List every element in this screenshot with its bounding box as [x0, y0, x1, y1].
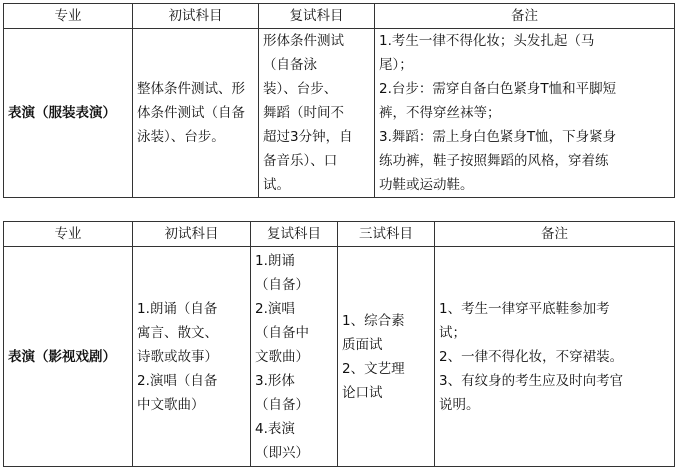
- retest-line: （自备泳: [263, 57, 317, 73]
- major-cell: 表演（服装表演）: [4, 29, 133, 198]
- notes-line: 说明。: [439, 396, 480, 413]
- retest-line: 试。: [263, 177, 290, 193]
- exam-table-fashion: [3, 3, 675, 198]
- header-preliminary: 初试科目: [133, 4, 259, 29]
- retest-line: （自备）: [255, 396, 309, 413]
- retest-cell: [251, 247, 338, 467]
- preliminary-line: 1.朗诵（自备: [137, 300, 218, 317]
- retest-line: 文歌曲）: [255, 348, 309, 365]
- notes-line: 试；: [439, 324, 466, 341]
- header-major: 专业: [4, 222, 133, 247]
- third-line: 1、综合素: [342, 312, 405, 329]
- table-row: [4, 29, 675, 198]
- header-major: 专业: [4, 4, 133, 29]
- preliminary-cell: 整体条件测试、形体条件测试（自备泳装）、台步。: [133, 29, 259, 198]
- notes-line: 裤，不得穿丝袜等；: [379, 105, 501, 121]
- notes-line: 尾）；: [379, 57, 413, 73]
- header-preliminary: 初试科目: [133, 222, 251, 247]
- retest-line: （自备）: [255, 276, 309, 293]
- header-retest: 复试科目: [251, 222, 338, 247]
- third-line: 2、文艺理: [342, 360, 405, 377]
- retest-line: 1.朗诵: [255, 252, 295, 269]
- retest-line: 备音乐）、口: [263, 153, 338, 169]
- notes-line: 功鞋或运动鞋。: [379, 177, 474, 193]
- preliminary-line: 诗歌或故事）: [137, 348, 218, 365]
- table-header-row: [4, 4, 675, 29]
- preliminary-line: 2.演唱（自备: [137, 372, 218, 389]
- retest-line: 形体条件测试: [263, 33, 344, 49]
- notes-line: 3、有纹身的考生应及时向考官: [439, 372, 624, 389]
- third-cell: [338, 247, 435, 467]
- retest-line: 舞蹈（时间不: [263, 105, 344, 121]
- table-row: [4, 247, 675, 467]
- retest-line: 3.形体: [255, 372, 295, 389]
- preliminary-cell: [133, 247, 251, 467]
- notes-line: 1、考生一律穿平底鞋参加考: [439, 300, 610, 317]
- preliminary-line: 寓言、散文、: [137, 324, 218, 341]
- notes-line: 练功裤，鞋子按照舞蹈的风格，穿着练: [379, 153, 609, 169]
- retest-line: 4.表演: [255, 420, 295, 437]
- retest-line: （自备中: [255, 324, 309, 341]
- notes-line: 3.舞蹈：需上身白色紧身T恤，下身紧身: [379, 129, 617, 145]
- retest-line: （即兴）: [255, 444, 309, 461]
- header-notes: 备注: [375, 4, 675, 29]
- notes-line: 2.台步：需穿自备白色紧身T恤和平脚短: [379, 81, 617, 97]
- notes-line: 2、一律不得化妆，不穿裙装。: [439, 348, 624, 365]
- table-header-row: [4, 222, 675, 247]
- header-third: 三试科目: [338, 222, 435, 247]
- major-cell: 表演（影视戏剧）: [4, 247, 133, 467]
- retest-line: 超过3分钟，自: [263, 129, 353, 145]
- third-line: 论口试: [342, 384, 383, 401]
- notes-line: 1.考生一律不得化妆；头发扎起（马: [379, 33, 595, 49]
- retest-line: 2.演唱: [255, 300, 295, 317]
- notes-cell: [375, 29, 675, 198]
- header-retest: 复试科目: [259, 4, 375, 29]
- preliminary-line: 中文歌曲）: [137, 396, 205, 413]
- exam-table-drama: [3, 221, 675, 467]
- retest-cell: [259, 29, 375, 198]
- third-line: 质面试: [342, 336, 383, 353]
- notes-cell: [435, 247, 675, 467]
- header-notes: 备注: [435, 222, 675, 247]
- retest-line: 装）、台步、: [263, 81, 338, 97]
